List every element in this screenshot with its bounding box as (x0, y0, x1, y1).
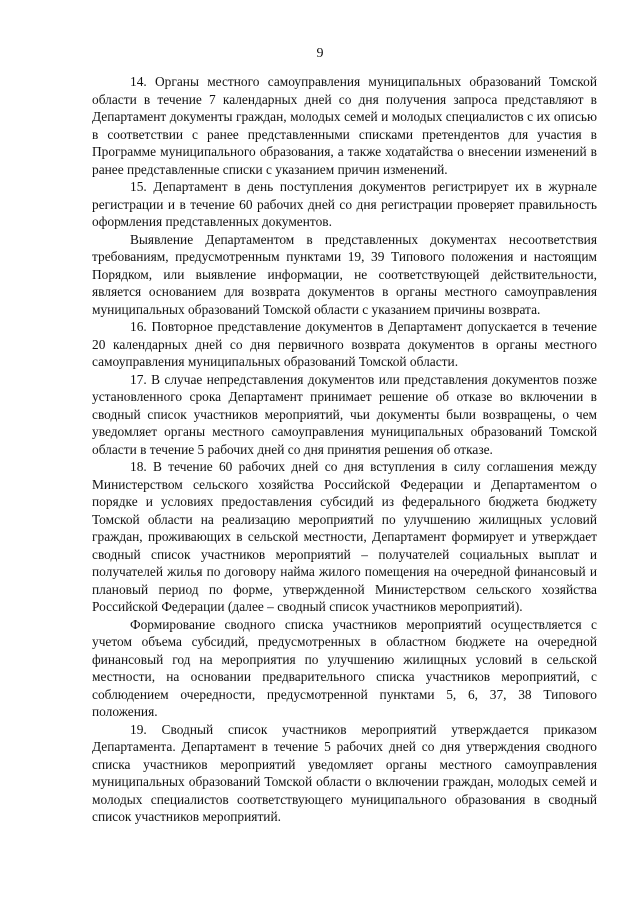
paragraph-14: 14. Органы местного самоуправления муниципальных образований Томской области в течение 7 календарных дней со дня получения запроса представляют в Департамент документы граждан, молодых семей и молодых специалистов с их описью в соответствии с ранее представленными списками претендентов для участия в Программе муниципального образования, а также ходатайства о внесении изменений в ранее представленные списки с указанием причин изменений. (92, 74, 597, 177)
paragraph-18-formation: Формирование сводного списка участников мероприятий осуществляется с учетом объема субсидий, предусмотренных в областном бюджете на очередной финансовый год на мероприятия по улучшению жилищных условий в сельской местности, на основании предварительного списка участников мероприятий, с соблюдением очередности, предусмотренной пунктами 5, 6, 37, 38 Типового положения. (92, 616, 597, 719)
paragraph-17: 17. В случае непредставления документов или представления документов позже установленного срока Департамент принимает решение об отказе во включении в сводный список участников мероприятий, чьи документы были возвращены, о чем уведомляет органы местного самоуправления муниципальных образований Томской области в течение 5 рабочих дней со дня принятия решения об отказе. (92, 371, 597, 457)
paragraph-15-detection: Выявление Департаментом в представленных документах несоответствия требованиям, предусмотренным пунктами 19, 39 Типового положения и настоящим Порядком, или выявление информации, не соответствующей действительности, является основанием для возврата документов в органы местного самоуправления муниципальных образований Томской области с указанием причины возврата. (92, 231, 597, 317)
document-body (92, 73, 597, 826)
paragraph-15: 15. Департамент в день поступления документов регистрирует их в журнале регистрации и в течение 60 рабочих дней со дня регистрации проверяет правильность оформления представленных документов. (92, 179, 597, 229)
paragraph-18: 18. В течение 60 рабочих дней со дня вступления в силу соглашения между Министерством сельского хозяйства Российской Федерации и Департаментом о порядке и условиях предоставления субсидий из федерального бюджета бюджету Томской области на реализацию мероприятий по улучшению жилищных условий граждан, проживающих в сельской местности, Департамент формирует и утверждает сводный список участников мероприятий – получателей социальных выплат и получателей жилья по договору найма жилого помещения на очередной финансовый и плановый период по форме, утвержденной Министерством сельского хозяйства Российской Федерации (далее – сводный список участников мероприятий). (92, 459, 597, 614)
page-number: 9 (316, 46, 324, 61)
paragraph-16: 16. Повторное представление документов в Департамент допускается в течение 20 календарных дней со дня первичного возврата документов в органы местного самоуправления муниципальных образований Томской области. (92, 319, 597, 369)
paragraph-19: 19. Сводный список участников мероприятий утверждается приказом Департамента. Департамент в течение 5 рабочих дней со дня утверждения сводного списка участников мероприятий уведомляет органы местного самоуправления муниципальных образований Томской области о включении граждан, молодых семей и молодых специалистов соответствующего муниципального образования в сводный список участников мероприятий. (92, 721, 597, 824)
